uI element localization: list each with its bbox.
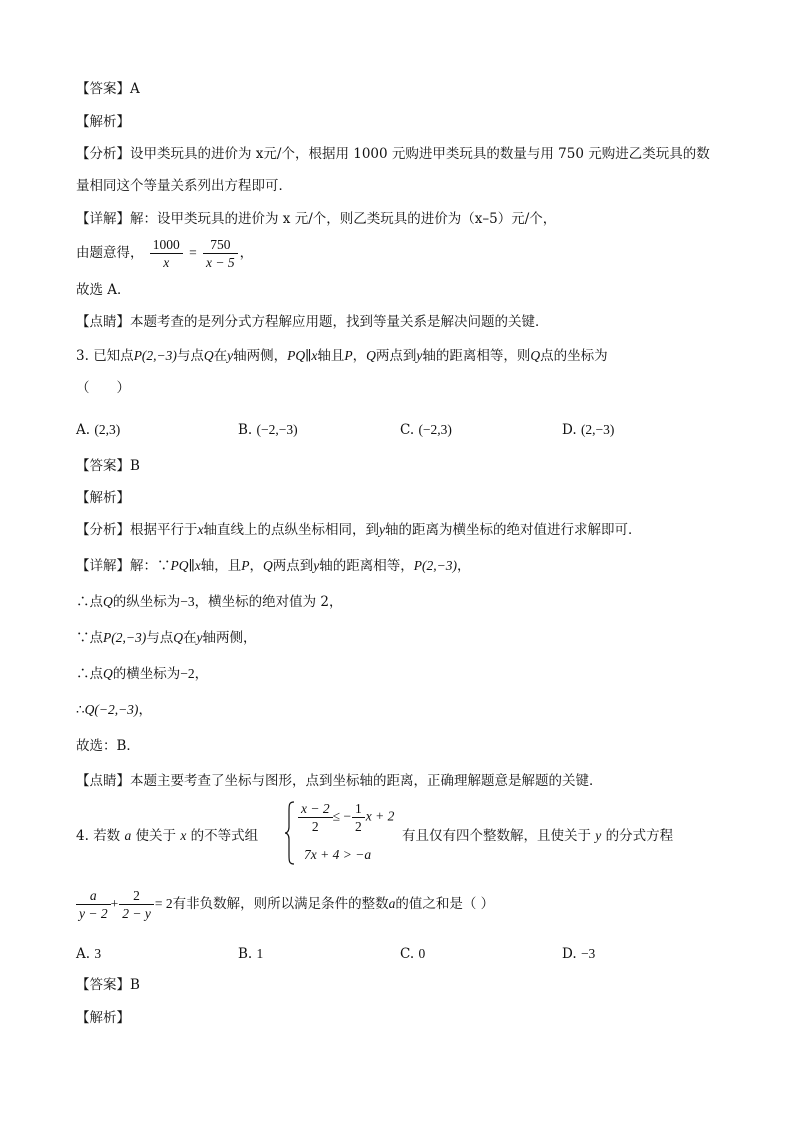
q4-option-d[interactable]: D. −3	[562, 946, 596, 962]
q2-choose-line: 故选 A．	[76, 282, 131, 298]
q2-fenxi-line2: 量相同这个等量关系列出方程即可．	[76, 178, 292, 194]
q3-option-b[interactable]: B. (−2,−3)	[238, 422, 298, 438]
q3-analysis-label: 【解析】	[76, 490, 130, 506]
q3-fenxi-line: 【分析】根据平行于x轴直线上的点纵坐标相同，到y轴的距离为横坐标的绝对值进行求解即可．	[76, 522, 642, 538]
question-number: 3.	[76, 348, 89, 364]
q3-dianjing-line: 【点睛】本题主要考查了坐标与图形，点到坐标轴的距离，正确理解题意是解题的关键．	[76, 773, 603, 789]
question-number: 4.	[76, 828, 89, 844]
q4-analysis-label: 【解析】	[76, 1010, 130, 1026]
q3-choose-line: 故选：B．	[76, 738, 140, 754]
inequality-system	[284, 800, 404, 866]
q3-detail-line3: ∵点P(2,−3)与点Q在y轴两侧，	[76, 630, 257, 646]
q3-detail-line2: ∴点Q的纵坐标为−3，横坐标的绝对值为 2，	[76, 594, 343, 610]
fraction-a-over-y-2: $\frac{a}{y - 2}$	[76, 887, 111, 922]
left-brace-icon	[284, 801, 296, 865]
q2-fenxi-line1	[76, 145, 710, 163]
inequality-1: $\frac{x - 2}{2}$ ≤ − $\frac{1}{2}$ x + 2	[298, 800, 394, 835]
dianjing-label: 【点睛】	[76, 314, 130, 330]
fraction-750-over-x-5: $\frac{750}{x - 5}$	[203, 236, 238, 271]
answer-value: B	[130, 458, 140, 474]
q4-option-a[interactable]: A. 3	[76, 946, 102, 962]
q2-dianjing-line: 【点睛】本题考查的是列分式方程解应用题，找到等量关系是解决问题的关键．	[76, 314, 549, 330]
xiangjie-label: 【详解】	[76, 211, 130, 227]
inequality-2: 7x + 4 > −a	[304, 847, 372, 862]
q3-option-d[interactable]: D. (2,−3)	[562, 422, 615, 438]
q3-option-c[interactable]: C. (−2,3)	[400, 422, 452, 438]
eq-prefix: 由题意得，	[76, 245, 144, 261]
q3-detail-line5: ∴Q(−2,−3)，	[76, 702, 152, 718]
answer-value: B	[130, 977, 140, 993]
q3-answer-line: 【答案】B	[76, 458, 140, 474]
q2-answer-line	[76, 80, 140, 98]
q2-analysis-label: 【解析】	[76, 114, 130, 130]
q2-xiangjie-line	[76, 210, 556, 228]
answer-label: 【答案】	[76, 81, 130, 97]
q4-answer-line: 【答案】B	[76, 977, 140, 993]
q3-stem-line1: 3. 已知点P(2,−3)与点Q在y轴两侧，PQ∥x轴且P，Q两点到y轴的距离相等，则Q点的坐标为	[76, 348, 608, 364]
q2-equation-line: 由题意得， $\frac{1000}{x}$ = $\frac{750}{x - 5}$ ，	[76, 237, 254, 270]
q3-paren: （ ）	[76, 380, 130, 396]
fenxi-label: 【分析】	[76, 146, 130, 162]
q3-detail-line4: ∴点Q的横坐标为−2，	[76, 666, 209, 682]
q4-option-c[interactable]: C. 0	[400, 946, 426, 962]
q4-stem-line1: 4. 若数 a 使关于 x 的不等式组	[76, 828, 259, 844]
q3-detail-line1: 【详解】解：∵PQ∥x轴，且P，Q两点到y轴的距离相等，P(2,−3)，	[76, 558, 471, 574]
equals-sign: =	[189, 245, 197, 260]
q4-stem-line1-tail: 有且仅有四个整数解，且使关于 y 的分式方程	[402, 828, 674, 844]
q3-option-a[interactable]: A. (2,3)	[76, 422, 121, 438]
q4-option-b[interactable]: B. 1	[238, 946, 264, 962]
answer-value: A	[130, 81, 140, 97]
fenxi-text: 设甲类玩具的进价为 x元/个，根据用 1000 元购进甲类玩具的数量与用 750 元购进乙类玩具的数	[130, 146, 710, 162]
fraction-1000-over-x: $\frac{1000}{x}$	[150, 236, 183, 271]
xiangjie-text: 解：设甲类玩具的进价为 x 元/个，则乙类玩具的进价为（x–5）元/个，	[130, 211, 557, 227]
fraction-2-over-2-y: $\frac{2}{2 - y}$	[119, 887, 154, 922]
q4-stem-line2: $\frac{a}{y - 2}$ + $\frac{2}{2 - y}$ = 2有非负数解，则所以满足条件的整数a的值之和是（ ）	[76, 884, 494, 924]
